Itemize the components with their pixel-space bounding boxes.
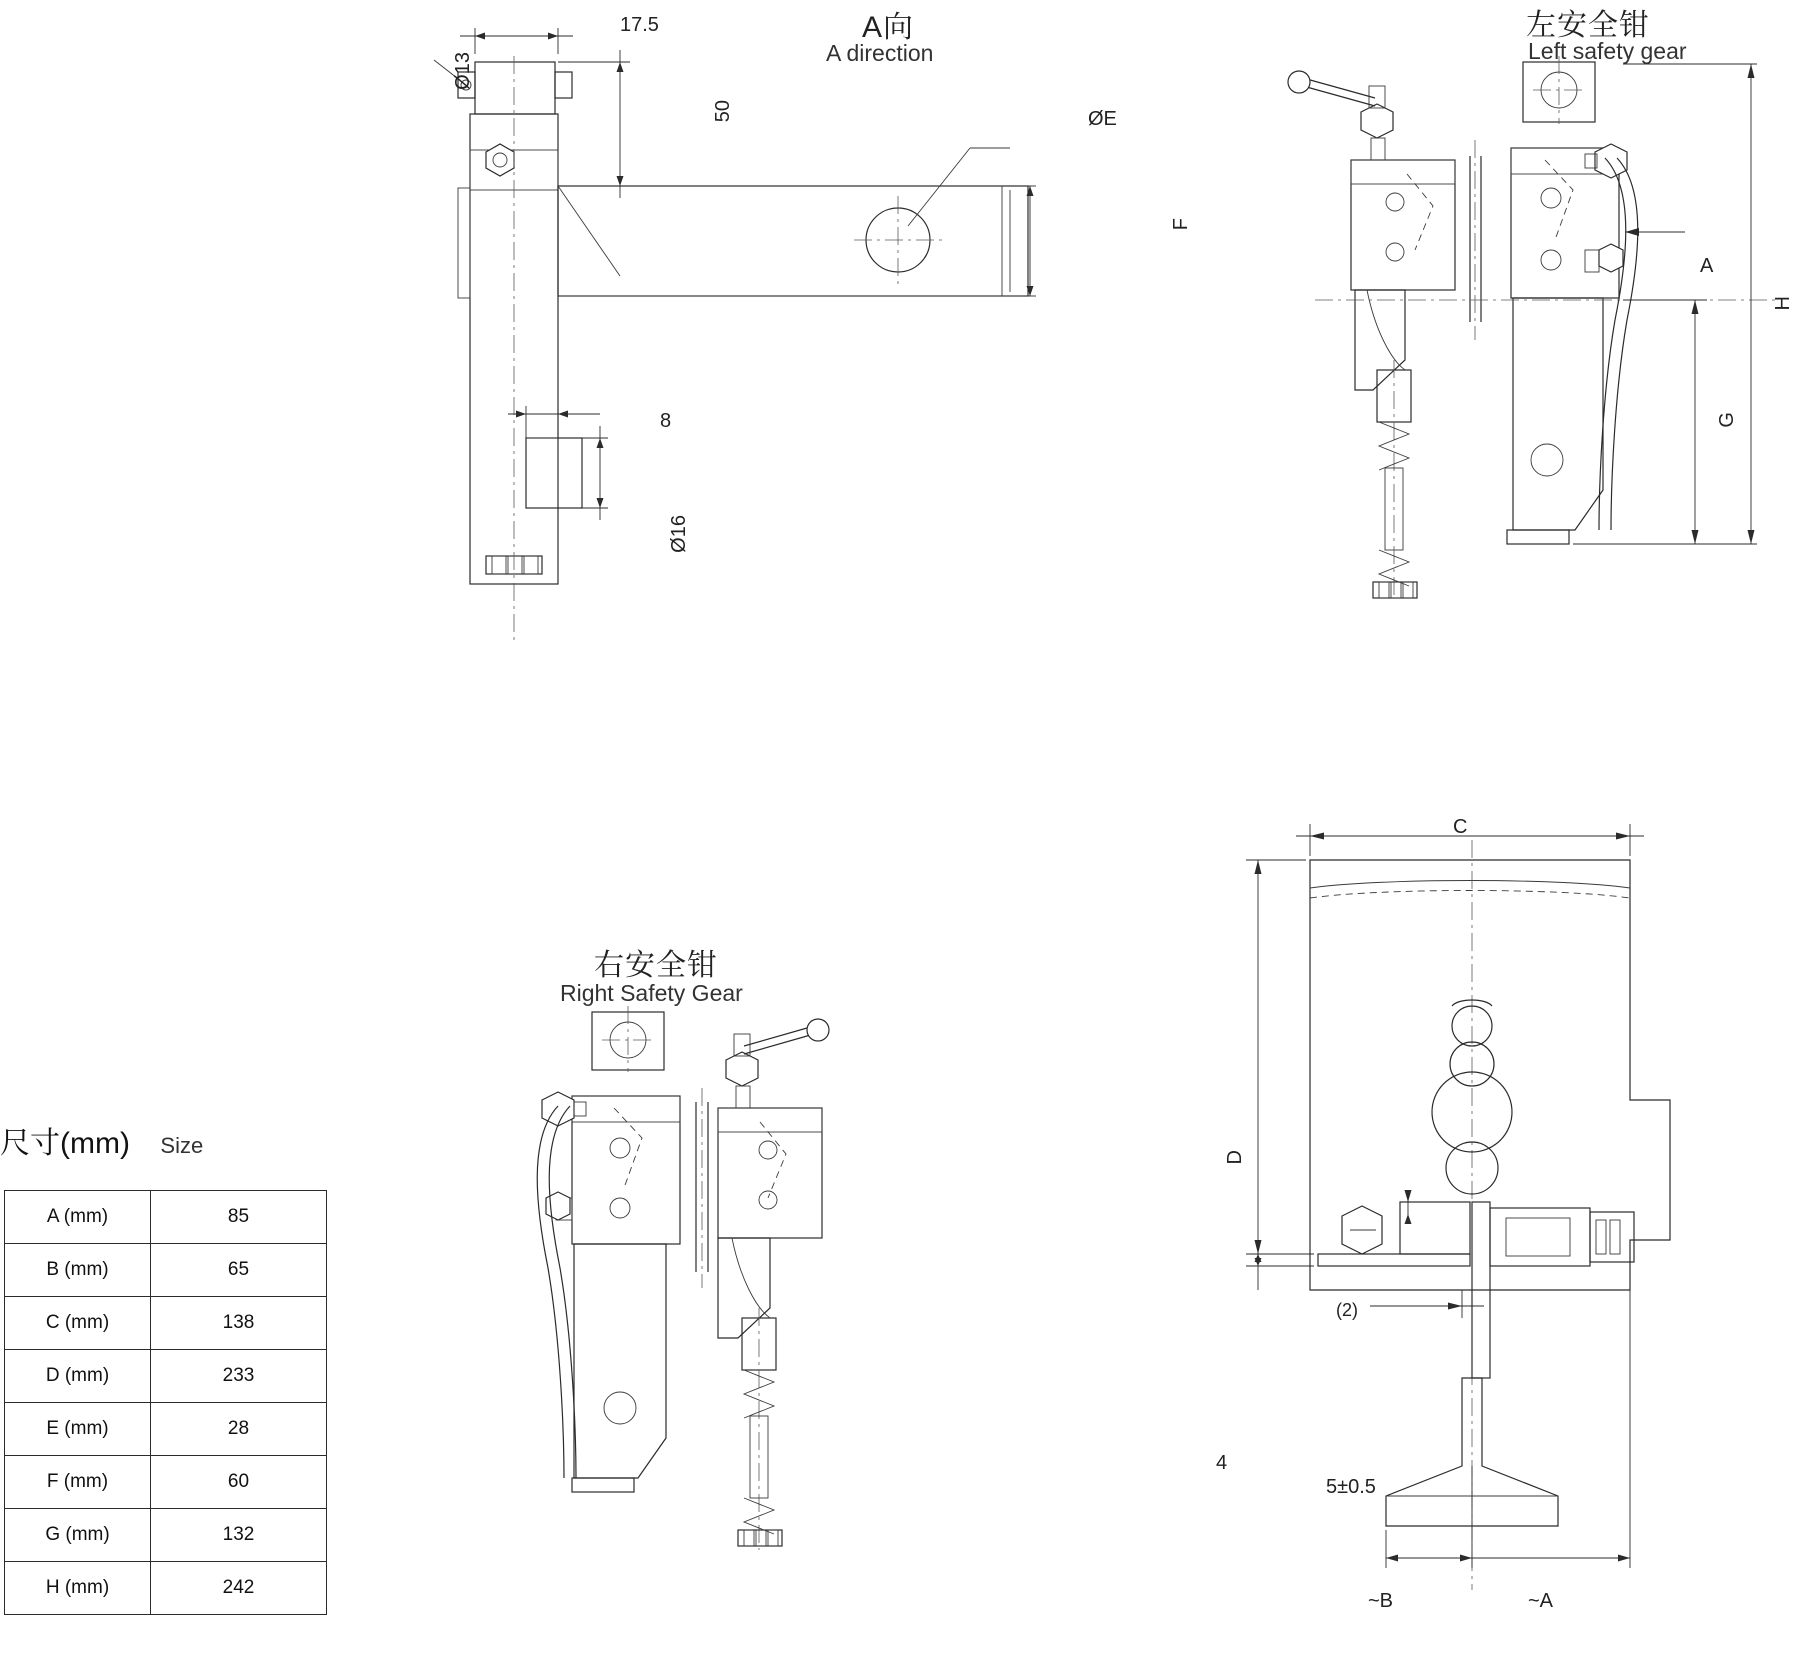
a-direction-title-cn: A向 — [862, 11, 915, 44]
size-value: 242 — [151, 1562, 327, 1615]
left-gear-title-en: Left safety gear — [1528, 38, 1687, 64]
dim-H-label: H — [1772, 296, 1794, 311]
table-row — [5, 1191, 327, 1244]
right-gear-title-cn: 右安全钳 — [594, 949, 718, 982]
dim-5pm05-label: 5±0.5 — [1326, 1476, 1376, 1498]
left-safety-gear-drawing — [1255, 60, 1812, 680]
dim-2-label: (2) — [1336, 1300, 1358, 1320]
size-key: C (mm) — [5, 1297, 151, 1350]
size-key: G (mm) — [5, 1509, 151, 1562]
dim-17-5-label: 17.5 — [620, 14, 659, 36]
dim-D-label: D — [1224, 1150, 1246, 1165]
table-row — [5, 1244, 327, 1297]
dim-d16-label: Ø16 — [668, 515, 690, 553]
size-value: 138 — [151, 1297, 327, 1350]
dim-50-label: 50 — [712, 100, 734, 123]
size-key: E (mm) — [5, 1403, 151, 1456]
size-table-body — [5, 1191, 327, 1615]
size-key: A (mm) — [5, 1191, 151, 1244]
table-row — [5, 1403, 327, 1456]
dim-G-label: G — [1716, 412, 1738, 428]
size-value: 85 — [151, 1191, 327, 1244]
dim-4-label: 4 — [1216, 1452, 1228, 1474]
size-key: B (mm) — [5, 1244, 151, 1297]
size-key: H (mm) — [5, 1562, 151, 1615]
table-row — [5, 1562, 327, 1615]
arrow-a-label: A — [1700, 255, 1714, 277]
size-table-heading-cn: 尺寸(mm) — [0, 1127, 130, 1160]
size-table — [4, 1190, 327, 1615]
size-table-heading — [0, 1118, 330, 1162]
dim-approx-b-label: ~B — [1368, 1590, 1394, 1612]
size-value: 28 — [151, 1403, 327, 1456]
table-row — [5, 1509, 327, 1562]
rail-section-drawing — [1200, 820, 1800, 1610]
size-value: 60 — [151, 1456, 327, 1509]
a-direction-title-en: A direction — [826, 40, 934, 66]
size-key: D (mm) — [5, 1350, 151, 1403]
dim-approx-a-label: ~A — [1528, 1590, 1554, 1612]
dim-d13-label: Ø13 — [452, 52, 474, 90]
size-value: 233 — [151, 1350, 327, 1403]
dim-C-label: C — [1453, 816, 1468, 838]
size-table-heading-en: Size — [160, 1133, 204, 1158]
table-row — [5, 1350, 327, 1403]
right-gear-title-en: Right Safety Gear — [560, 980, 743, 1006]
dim-dE-label: ØE — [1088, 108, 1117, 130]
right-safety-gear-drawing — [520, 1010, 940, 1630]
table-row — [5, 1456, 327, 1509]
size-key: F (mm) — [5, 1456, 151, 1509]
size-value: 65 — [151, 1244, 327, 1297]
table-row — [5, 1297, 327, 1350]
left-gear-title-cn: 左安全钳 — [1526, 9, 1650, 42]
size-value: 132 — [151, 1509, 327, 1562]
dim-F-label: F — [1170, 218, 1192, 231]
dim-8-label: 8 — [660, 410, 672, 432]
a-direction-drawing — [430, 40, 1150, 660]
